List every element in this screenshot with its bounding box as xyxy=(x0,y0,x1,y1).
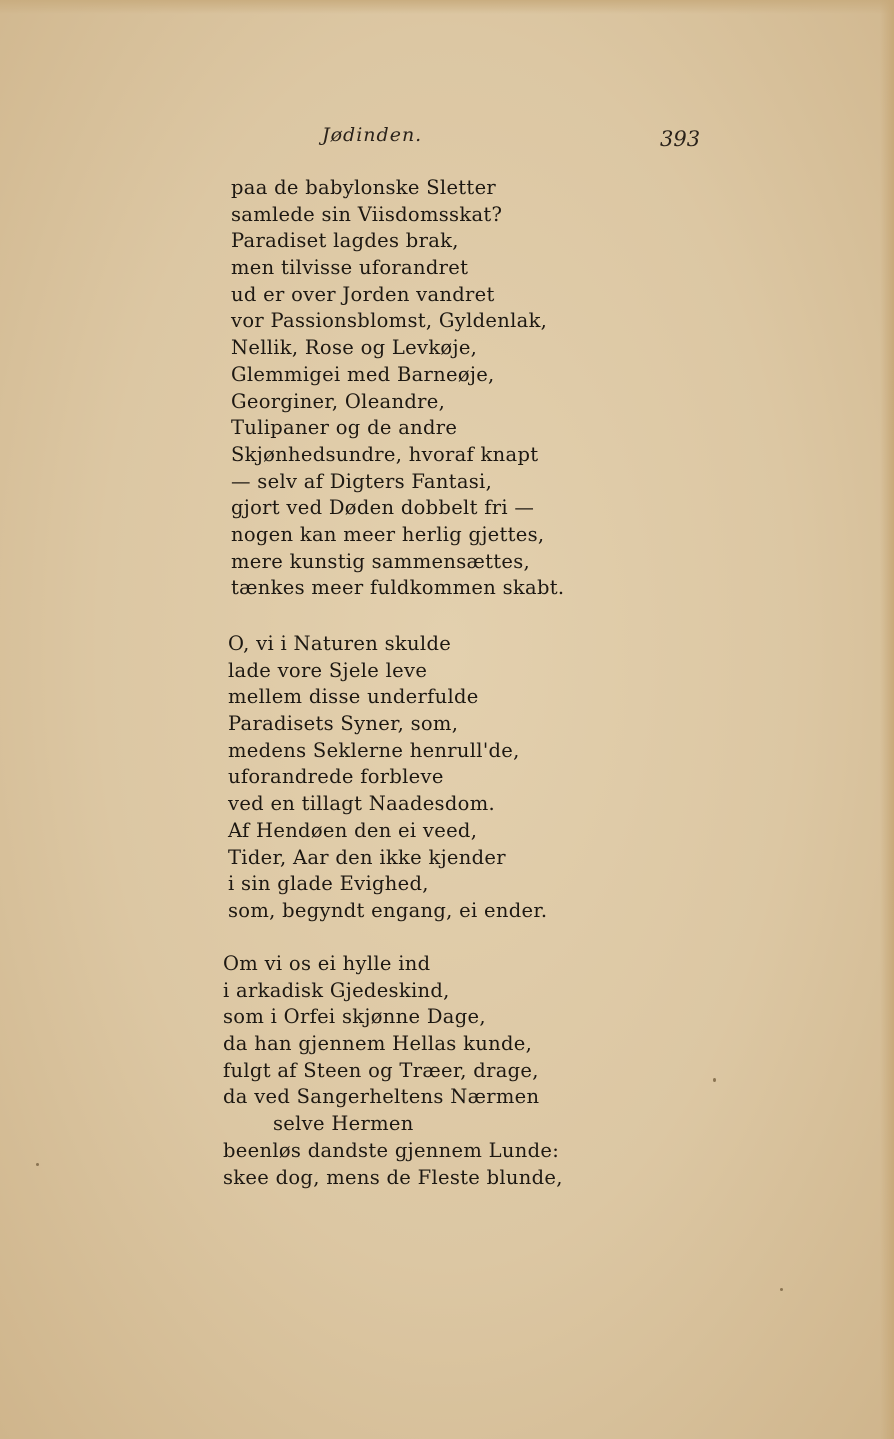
poem-line: Tider, Aar den ikke kjender xyxy=(228,845,506,869)
paper-speck xyxy=(780,1288,783,1291)
page-number: 393 xyxy=(660,127,701,151)
poem-line: Glemmigei med Barneøje, xyxy=(231,362,495,386)
poem-line: paa de babylonske Sletter xyxy=(231,176,497,199)
poem-line: i arkadisk Gjedeskind, xyxy=(223,978,450,1002)
poem-line: Nellik, Rose og Levkøje, xyxy=(231,336,478,360)
poem-line: medens Seklerne henrull'de, xyxy=(228,738,520,762)
poem-line: fulgt af Steen og Træer, drage, xyxy=(223,1058,539,1082)
poem-line: men tilvisse uforandret xyxy=(231,256,469,280)
stanza-1 xyxy=(231,175,564,602)
poem-line: Paradisets Syner, som, xyxy=(228,712,459,736)
poem-line: mellem disse underfulde xyxy=(228,685,479,709)
poem-line: Paradiset lagdes brak, xyxy=(231,229,459,253)
running-title: Jødinden. xyxy=(322,124,423,146)
poem-line: som, begyndt engang, ei ender. xyxy=(228,898,548,922)
poem-line: ud er over Jorden vandret xyxy=(231,282,495,306)
poem-line: som i Orfei skjønne Dage, xyxy=(223,1005,486,1029)
poem-line: da han gjennem Hellas kunde, xyxy=(223,1032,533,1056)
poem-line: beenløs dandste gjennem Lunde: xyxy=(223,1138,560,1162)
poem-line: Tulipaner og de andre xyxy=(231,416,458,440)
poem-line: ved en tillagt Naadesdom. xyxy=(228,792,495,816)
poem-line: O, vi i Naturen skulde xyxy=(228,632,452,655)
poem-line: Af Hendøen den ei veed, xyxy=(228,818,478,842)
poem-line: Om vi os ei hylle ind xyxy=(223,952,431,975)
stanza-3 xyxy=(223,951,563,1191)
stanza-2 xyxy=(228,631,547,925)
poem-line: da ved Sangerheltens Nærmen xyxy=(223,1085,540,1109)
page-edge-shadow-right xyxy=(880,0,894,1439)
poem-line: Skjønhedsundre, hvoraf knapt xyxy=(231,442,539,466)
poem-line: gjort ved Døden dobbelt fri — xyxy=(231,496,535,520)
poem-line: uforandrede forbleve xyxy=(228,765,444,789)
poem-line: Georginer, Oleandre, xyxy=(231,389,446,413)
poem-line: vor Passionsblomst, Gyldenlak, xyxy=(231,309,548,333)
poem-line: skee dog, mens de Fleste blunde, xyxy=(223,1165,563,1189)
poem-line: nogen kan meer herlig gjettes, xyxy=(231,522,545,546)
poem-line-indented: selve Hermen xyxy=(273,1112,414,1136)
paper-speck xyxy=(713,1078,716,1082)
poem-line: samlede sin Viisdomsskat? xyxy=(231,202,503,226)
poem-line: tænkes meer fuldkommen skabt. xyxy=(231,576,565,600)
paper-speck xyxy=(36,1163,39,1166)
poem-line: i sin glade Evighed, xyxy=(228,872,429,896)
poem-line: — selv af Digters Fantasi, xyxy=(231,469,493,493)
page-edge-shadow-top xyxy=(0,0,894,14)
poem-line: lade vore Sjele leve xyxy=(228,658,428,682)
poem-line: mere kunstig sammensættes, xyxy=(231,549,531,573)
